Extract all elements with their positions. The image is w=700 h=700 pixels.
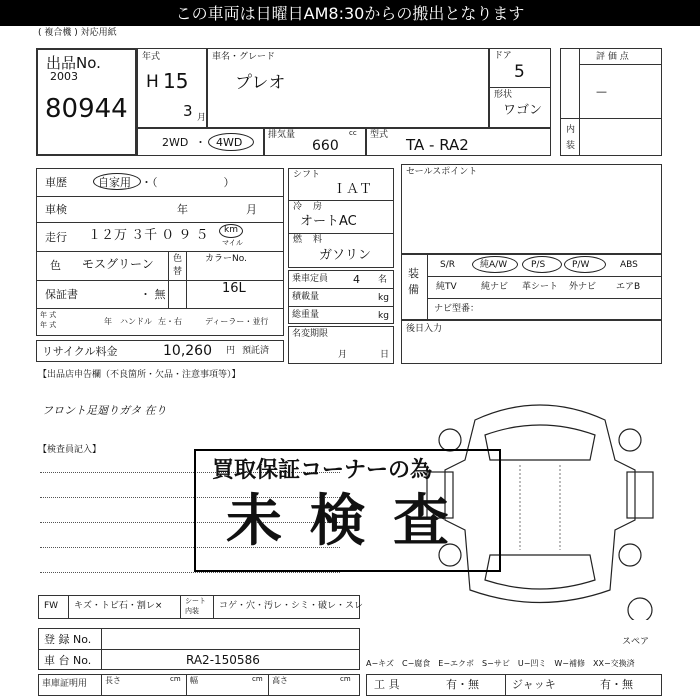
mileage-unit-mile: マイル bbox=[222, 239, 243, 247]
cert-width: 幅 bbox=[190, 676, 198, 685]
cert-long: 長さ bbox=[105, 676, 121, 685]
tools-value: 有・無 bbox=[446, 678, 479, 691]
car-wheel-rr bbox=[619, 544, 641, 566]
fuel-label-1: 燃 bbox=[293, 235, 303, 245]
jack-value: 有・無 bbox=[600, 678, 633, 691]
year-label: 年式 bbox=[142, 52, 161, 62]
year-era: H bbox=[146, 72, 159, 92]
seat-label-2: 内装 bbox=[185, 607, 199, 615]
cert-cm-2: cm bbox=[252, 675, 263, 683]
drive-4wd: 4WD bbox=[216, 136, 243, 149]
mileage-label: 走行 bbox=[45, 231, 67, 244]
equip-abs: ABS bbox=[620, 260, 638, 270]
car-wheel-fl bbox=[439, 429, 461, 451]
chassis-label: 車 台 No. bbox=[44, 654, 92, 667]
year-form-year: 年 bbox=[104, 317, 112, 326]
recycle-label: リサイクル料金 bbox=[42, 345, 118, 358]
color-code-label: カラーNo. bbox=[205, 254, 247, 264]
capacity-unit: 名 bbox=[378, 275, 388, 285]
capacity-label: 乗車定員 bbox=[292, 274, 329, 284]
door-label: ドア bbox=[494, 51, 512, 61]
year-form-dealer: ディーラー・並行 bbox=[205, 317, 269, 326]
name-change-month: 月 bbox=[338, 350, 348, 360]
shift-label: シフト bbox=[293, 170, 321, 180]
car-wheel-fr bbox=[619, 429, 641, 451]
door-value: 5 bbox=[514, 62, 525, 82]
ac-label-1: 冷 bbox=[293, 202, 303, 212]
history-value: 自家用 bbox=[98, 176, 131, 189]
recycle-unit: 円 bbox=[226, 346, 236, 356]
stamp-line-2: 未 検 査 bbox=[226, 489, 453, 554]
history-tail: ・（ ） bbox=[141, 176, 235, 189]
warranty-label: 保証書 bbox=[45, 288, 78, 301]
sales-point-box bbox=[401, 164, 662, 254]
name-change-day: 日 bbox=[380, 350, 390, 360]
form-type: ( 複合機 ) 対応用紙 bbox=[38, 28, 117, 38]
stamp-line-1: 買取保証コーナーの為 bbox=[212, 458, 433, 483]
sales-point-label: セールスポイント bbox=[406, 167, 478, 177]
equip-ps: P/S bbox=[531, 260, 546, 270]
year-form-handle: ハンドル bbox=[120, 317, 152, 326]
shift-value: ＩＡＴ bbox=[333, 182, 373, 197]
equip-tv: 純TV bbox=[436, 282, 457, 292]
interior-label-2: 装 bbox=[566, 141, 576, 151]
equip-navi: 純ナビ bbox=[481, 282, 509, 292]
equipment-label-2: 備 bbox=[408, 283, 419, 296]
drive-2wd: 2WD bbox=[162, 136, 189, 149]
reg-label: 登 録 No. bbox=[44, 633, 92, 646]
ac-label-2: 房 bbox=[313, 202, 323, 212]
later-input-label: 後日入力 bbox=[406, 324, 443, 334]
inspection-month-unit: 月 bbox=[246, 203, 257, 216]
color-label: 色 bbox=[50, 259, 61, 272]
displacement-label: 排気量 bbox=[268, 130, 296, 140]
rating-value: — bbox=[596, 85, 607, 98]
fw-label: FW bbox=[44, 601, 59, 611]
year-form-l1: 年 式 bbox=[40, 311, 57, 319]
cert-label: 車庫証明用 bbox=[42, 679, 88, 689]
color-change-2: 替 bbox=[173, 267, 183, 277]
fuel-value: ガソリン bbox=[319, 248, 372, 263]
shape-value: ワゴン bbox=[503, 103, 543, 118]
year-form-l2: 年 式 bbox=[40, 321, 57, 329]
rating-label: 評 価 点 bbox=[596, 52, 629, 62]
equip-aw: 純A/W bbox=[480, 260, 508, 270]
ac-value: オートAC bbox=[300, 214, 357, 229]
equipment-label-1: 装 bbox=[408, 267, 419, 280]
capacity-value: 4 bbox=[353, 273, 360, 286]
equip-airbag: エアB bbox=[616, 282, 641, 292]
spare-tire bbox=[628, 598, 652, 620]
recycle-note: 預託済 bbox=[242, 346, 270, 356]
car-windshield bbox=[485, 425, 595, 460]
car-right-door bbox=[627, 472, 653, 518]
recycle-value: 10,260 bbox=[163, 343, 212, 359]
equip-sr: S/R bbox=[440, 260, 455, 270]
seat-label-1: シート bbox=[185, 597, 206, 605]
notice-label: 【出品店申告欄（不良箇所・欠品・注意事項等）】 bbox=[38, 370, 241, 380]
inspection-year-unit: 年 bbox=[177, 203, 188, 216]
warranty-value: ・ 無 bbox=[140, 288, 166, 301]
weight-unit: kg bbox=[378, 311, 389, 321]
damage-legend: A−キズ C−腐食 E−エクボ S−サビ U−凹ミ W−補修 XX−交換済 bbox=[366, 659, 635, 668]
year-form-lr: 左・右 bbox=[158, 317, 182, 326]
auction-sheet: この車両は日曜日AM8:30からの搬出となります ( 複合機 ) 対応用紙 出品No. 2003 80944 年式 H 15 3 月 車名・グレード プレオ ドア 5 形状 ワゴン 評 価 点 — 内 装 2WD ・ 4WD 排気量 660 cc 型式 TA - RA2 車歴 自家用 ・（ ） 車検 年 月 走行 １２万 ３千 ０ ９ ５ km マイル 色 モスグリーン 色 替 カラーNo. 16L 保証書 ・ 無 年 式 年 式 年 ハンドル 左・右 ディーラー・並行 リサイクル料金 10,260 円 預託済 シフト ＩＡＴ 冷 房 オートAC 燃 料 ガソリン 乗車定員 4 名 積載量 kg 総重量 kg 名変期限 月 日 セールスポイント 装 備 S/R 純A/W P/S P/W ABS 純TV 純ナビ 革シート 外ナビ エアB ナビ型番： 後日入力 【出品店申告欄（不良箇所・欠品・注意事項等）】 フロント足廻りガタ 在り 【検査員記入】 買取保証コーナーの為 未 検 査 FW キズ・トビ石・割レ× シート 内装 コゲ・穴・汚レ・シミ・破レ・スレ 登 録 No. 車 台 No. RA2-150586 車庫証明用 長さ cm 幅 cm 高さ cm スペア A−キズ C−腐食 E−エクボ S−サビ U−凹ミ W−補修 XX−交換済 工 具 有・無 ジャッキ 有・無 bbox=[0, 0, 700, 700]
mileage-value: １２万 ３千 ０ ９ ５ bbox=[88, 228, 209, 243]
fuel-label-2: 料 bbox=[313, 235, 323, 245]
equip-seat: 革シート bbox=[522, 282, 559, 292]
chassis-value: RA2-150586 bbox=[186, 653, 260, 667]
seat-text: コゲ・穴・汚レ・シミ・破レ・スレ bbox=[219, 601, 364, 611]
fw-text: キズ・トビ石・割レ× bbox=[74, 601, 163, 611]
lot-label: 出品No. bbox=[46, 54, 101, 72]
model-label: 車名・グレード bbox=[212, 52, 276, 62]
cert-cm-3: cm bbox=[340, 675, 351, 683]
color-code: 16L bbox=[222, 281, 246, 296]
weight-label: 総重量 bbox=[292, 310, 320, 320]
jack-label: ジャッキ bbox=[512, 678, 556, 691]
type-value: TA - RA2 bbox=[406, 136, 469, 154]
type-label: 型式 bbox=[370, 130, 389, 140]
name-change-label: 名変期限 bbox=[292, 329, 329, 339]
displacement-value: 660 bbox=[312, 138, 339, 154]
model-value: プレオ bbox=[235, 73, 286, 93]
load-label: 積載量 bbox=[292, 292, 320, 302]
tools-label: 工 具 bbox=[374, 678, 400, 691]
year-month: 3 bbox=[183, 102, 193, 120]
equip-pw: P/W bbox=[572, 260, 590, 270]
cert-cm-1: cm bbox=[170, 675, 181, 683]
displacement-unit: cc bbox=[349, 129, 357, 137]
interior-label-1: 内 bbox=[566, 125, 576, 135]
car-rear-window bbox=[485, 555, 595, 589]
color-change-1: 色 bbox=[173, 254, 183, 264]
equip-ext-navi: 外ナビ bbox=[569, 282, 597, 292]
notice-note: フロント足廻りガタ 在り bbox=[42, 404, 167, 417]
spare-label: スペア bbox=[622, 637, 650, 647]
equip-navi-model: ナビ型番： bbox=[434, 304, 480, 314]
inspector-label: 【検査員記入】 bbox=[38, 445, 102, 455]
cert-height: 高さ bbox=[272, 676, 288, 685]
load-unit: kg bbox=[378, 293, 389, 303]
banner-text: この車両は日曜日AM8:30からの搬出となります bbox=[175, 4, 525, 23]
year-month-unit: 月 bbox=[197, 113, 207, 123]
shape-label: 形状 bbox=[494, 90, 513, 100]
year-value: 15 bbox=[163, 69, 189, 93]
lot-number: 80944 bbox=[45, 94, 128, 124]
lot-year: 2003 bbox=[50, 70, 78, 83]
history-label: 車歴 bbox=[45, 176, 67, 189]
mileage-unit-km: km bbox=[224, 225, 238, 235]
inspection-label: 車検 bbox=[45, 203, 67, 216]
color-value: モスグリーン bbox=[82, 257, 154, 271]
vehicle-info-box bbox=[36, 168, 284, 336]
